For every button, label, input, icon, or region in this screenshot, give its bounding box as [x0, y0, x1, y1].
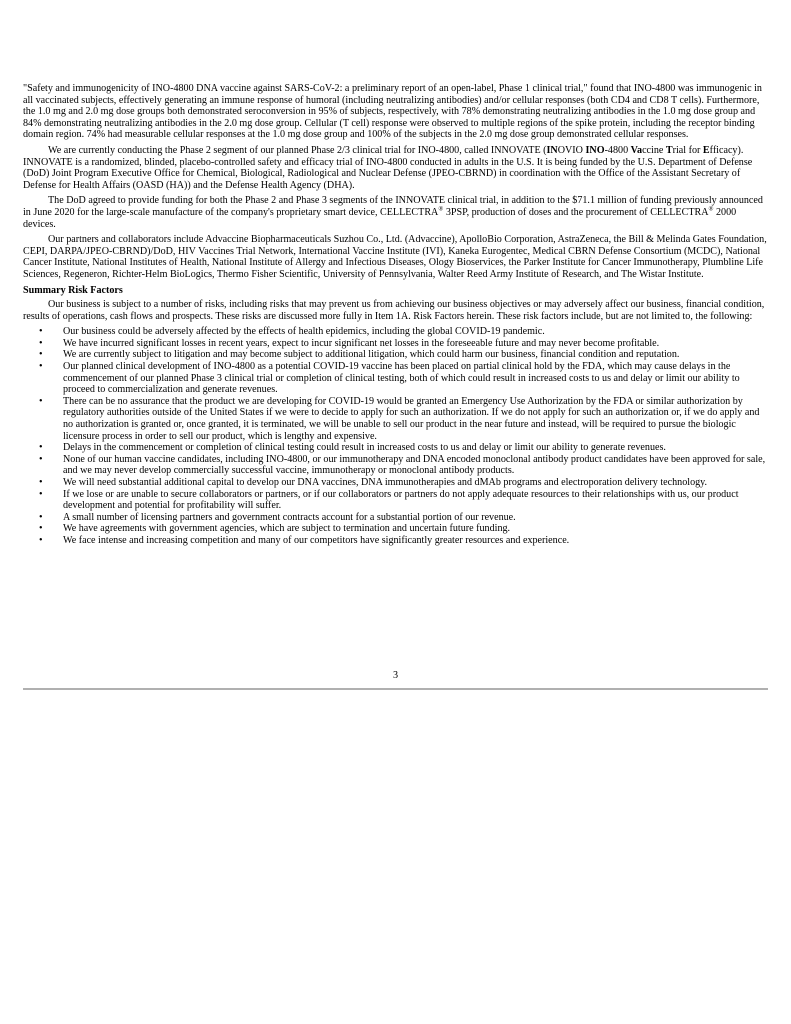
risk-factor-text: A small number of licensing partners and government contracts account for a substantial portion of our revenue.: [63, 511, 516, 523]
paragraph-dod-funding: [23, 195, 768, 230]
list-item: [23, 489, 768, 512]
list-item: [23, 396, 768, 442]
risk-factor-text: There can be no assurance that the product we are developing for COVID-19 would be granted an Emergency Use Authorization by the FDA or similar authorization by regulatory authorities outside of the United States if we were to decide to apply for such an authorization. If we do not apply for such an authorization or, if we do apply and no authorization is granted or, once granted, it is terminated, we will be unable to sell our product in the near future and instead, will be required to pursue the biologic licensure process in order to sell our product, which is lengthy and expensive.: [63, 395, 760, 442]
bullet-icon: •: [39, 453, 43, 465]
bold-span: T: [665, 144, 673, 156]
text-span: We are currently conducting the Phase 2 segment of our planned Phase 2/3 clinical trial for INO-4800, called INNOVATE (: [48, 144, 547, 156]
text-span: OVIO: [557, 144, 586, 156]
bold-span: E: [702, 144, 710, 156]
paragraph-study-results: "Safety and immunogenicity of INO-4800 DNA vaccine against SARS-CoV-2: a preliminary report of an open-label, Phase 1 clinical trial," found that INO-4800 was immunogenic in all vaccinated subjects, effectively generating an immune response of humoral (including neutralizing antibodies) and/or cellular responses (both CD4 and CD8 T cells). Furthermore, the 1.0 mg and 2.0 mg dose groups both demonstrated seroconversion in 95% of subjects, respectively, with 78% demonstrating neutralizing antibodies in the 1.0 mg dose group and 84% demonstrating neutralizing antibodies in the 2.0 mg dose group. Cellular (T cell) response were observed to multiple regions of the spike protein, including the receptor binding domain region. 74% had measurable cellular responses at the 1.0 mg dose group and 100% of the subjects in the 2.0 mg dose group demonstrated cellular responses.: [23, 83, 762, 141]
bullet-icon: •: [39, 337, 43, 349]
risk-factor-text: Delays in the commencement or completion of clinical testing could result in increased costs to us and delay or limit our ability to generate revenues.: [63, 442, 666, 454]
text-span: 3PSP, production of doses and the procurement of CELLECTRA: [443, 206, 709, 218]
paragraph-risk-intro: Our business is subject to a number of risks, including risks that may prevent us from achieving our business objectives or may adversely affect our business, financial condition, results of operations, cash flows and prospects. These risks are discussed more fully in Item 1A. Risk Factors herein. These risk factors include, but are not limited to, the following:: [23, 299, 765, 322]
list-item: [23, 523, 768, 535]
list-item: [23, 361, 768, 396]
risk-factor-text: None of our human vaccine candidates, including INO-4800, or our immunotherapy and DNA encoded monoclonal antibody product candidates have been approved for sale, and we may never develop commercially successful vaccine, immunotherapy or monoclonal antibody products.: [63, 453, 766, 477]
text-span: ccine: [642, 144, 666, 156]
risk-factor-text: We will need substantial additional capital to develop our DNA vaccines, DNA immunotherapies and dMAb programs and electroporation delivery technology.: [63, 477, 708, 488]
list-item: [23, 535, 768, 547]
list-item: [23, 326, 768, 338]
risk-factor-list: [23, 326, 768, 546]
bullet-icon: •: [39, 523, 43, 535]
registered-mark: ®: [438, 205, 444, 213]
bullet-icon: •: [39, 442, 43, 454]
text-span: fficacy). INNOVATE is a randomized, blinded, placebo-controlled safety and efficacy trial of INO-4800 conducted in adults in the U.S. It is being funded by the U.S. Department of Defense (DoD) Joint Program Executive Office for Chemical, Biological, Radiological and Nuclear Defense (JPEO-CBRND) in coordination with the Office of the Assistant Secretary of Defense for Health Affairs (OASD (HA)) and the Defense Health Agency (DHA).: [23, 144, 753, 191]
bullet-icon: •: [39, 326, 43, 338]
risk-factor-text: We are currently subject to litigation and may become subject to additional litigation, which could harm our business, financial condition and reputation.: [63, 349, 680, 361]
bold-span: IN: [546, 144, 558, 156]
list-item: [23, 454, 768, 477]
bullet-icon: •: [39, 534, 43, 546]
list-item: [23, 477, 768, 489]
bullet-icon: •: [39, 395, 43, 407]
risk-factor-text: We have agreements with government agencies, which are subject to termination and uncertain future funding.: [63, 523, 511, 535]
page-number: 3: [392, 670, 399, 681]
risk-factor-text: Our business could be adversely affected by the effects of health epidemics, including the global COVID-19 pandemic.: [63, 326, 545, 338]
bullet-icon: •: [39, 511, 43, 523]
risk-factor-text: We have incurred significant losses in recent years, expect to incur significant net losses in the foreseeable future and may never become profitable.: [63, 337, 660, 349]
bold-span: Va: [630, 144, 643, 156]
text-span: The DoD agreed to provide funding for both the Phase 2 and Phase 3 segments of the INNOVATE clinical trial, in addition to the $71.1 million of funding previously announced in June 2020 for the large-scale manufacture of the company's proprietary smart device, CELLECTRA: [23, 195, 763, 218]
list-item: [23, 512, 768, 524]
paragraph-innovate-trial: [23, 145, 768, 191]
paragraph-partners: Our partners and collaborators include Advaccine Biopharmaceuticals Suzhou Co., Ltd. (Advaccine), ApolloBio Corporation, AstraZeneca, the Bill & Melinda Gates Foundation, CEPI, DARPA/JPEO-CBRND)/DoD, HIV Vaccines Trial Network, International Vaccine Institute (IVI), Kaneka Eurogentec, Medical CBRN Defense Consortium (MCDC), National Cancer Institute, National Institutes of Health, National Institute of Allergy and Infectious Diseases, Ology Bioservices, the Parker Institute for Cancer Immunotherapy, Plumbline Life Sciences, Regeneron, Richter-Helm BioLogics, Thermo Fisher Scientific, University of Pennsylvania, Walter Reed Army Institute of Research, and The Wistar Institute.: [23, 234, 767, 280]
risk-factor-text: Our planned clinical development of INO-4800 as a potential COVID-19 vaccine has been placed on partial clinical hold by the FDA, which may cause delays in the commencement of our planned Phase 3 clinical trial or completion of clinical testing, both of which could result in increased costs to us and delay or limit our ability to proceed to commercialization and generate revenues.: [63, 361, 740, 396]
list-item: [23, 349, 768, 361]
bullet-icon: •: [39, 349, 43, 361]
document-body: [23, 83, 768, 547]
risk-factor-text: If we lose or are unable to secure collaborators or partners, or if our collaborators or partners do not apply adequate resources to their relationships with us, our product development and potential for profitability will suffer.: [63, 488, 739, 512]
text-span: 2000 devices.: [23, 206, 737, 230]
bullet-icon: •: [39, 477, 43, 488]
bullet-icon: •: [39, 488, 43, 500]
footer-divider: [23, 688, 768, 690]
text-span: rial for: [672, 144, 703, 156]
bullet-icon: •: [39, 361, 43, 373]
section-heading: Summary Risk Factors: [23, 284, 123, 296]
risk-factor-text: We face intense and increasing competition and many of our competitors have significantly greater resources and experience.: [63, 534, 570, 546]
text-span: -4800: [604, 144, 631, 156]
bold-span: INO: [585, 144, 605, 156]
registered-mark: ®: [708, 205, 714, 213]
list-item: [23, 442, 768, 454]
list-item: [23, 338, 768, 350]
